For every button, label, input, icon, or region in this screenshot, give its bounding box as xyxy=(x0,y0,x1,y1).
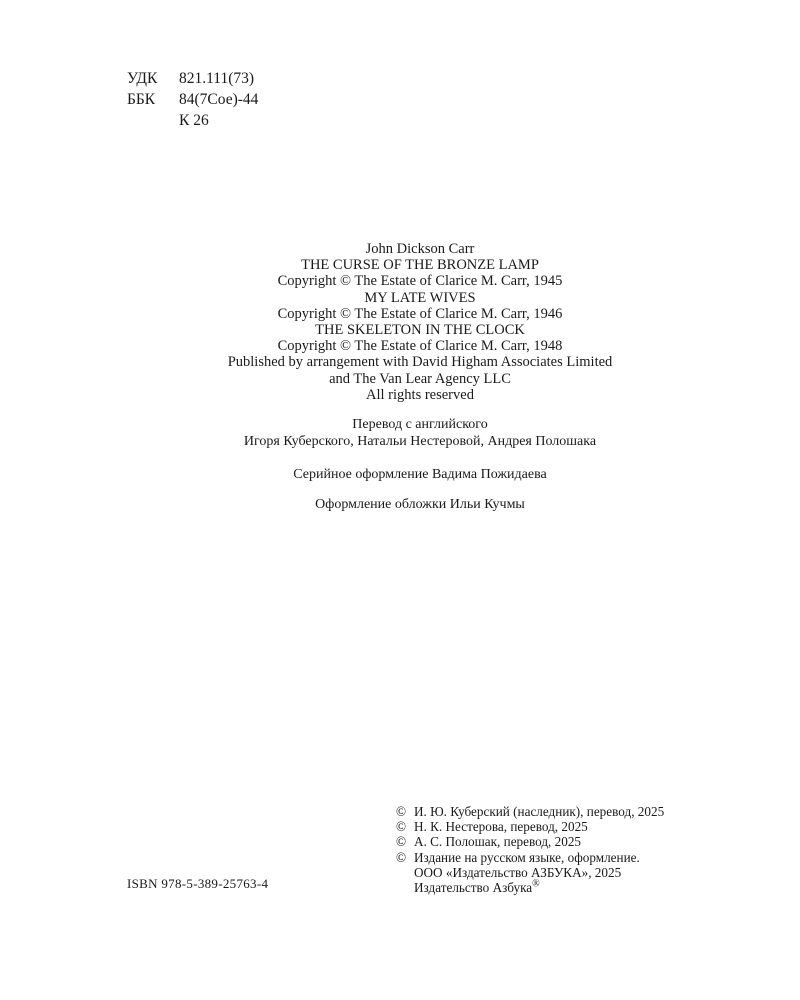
copyright-1946: Copyright © The Estate of Clarice M. Carr, 1946 xyxy=(277,305,563,322)
udk-value: 821.111(73) xyxy=(179,70,255,87)
agency-line: and The Van Lear Agency LLC xyxy=(329,370,511,387)
rights-text: И. Ю. Куберский (наследник), перевод, 2025 xyxy=(414,804,665,819)
arrangement-line: Published by arrangement with David Higham Associates Limited xyxy=(227,354,613,371)
copyright-symbol: © xyxy=(396,834,407,850)
rights-item xyxy=(396,804,664,819)
bbk-label: ББК xyxy=(127,91,156,108)
bbk-row xyxy=(127,89,258,110)
publisher-line: ООО «Издательство АЗБУКА», 2025 xyxy=(414,864,622,880)
udk-row xyxy=(127,68,258,89)
series-design-credit: Серийное оформление Вадима Пожидаева xyxy=(293,467,547,482)
copyright-symbol: © xyxy=(396,849,407,865)
bbk-value: 84(7Сое)-44 xyxy=(179,91,259,108)
registered-mark: ® xyxy=(532,878,540,890)
copyright-1948: Copyright © The Estate of Clarice M. Carr, 1948 xyxy=(277,338,563,355)
rights-text: Издание на русском языке, оформление. xyxy=(414,849,640,865)
rights-item xyxy=(396,850,664,865)
copyright-block xyxy=(120,241,720,403)
translation-heading: Перевод с английского xyxy=(352,417,488,432)
title-late-wives: MY LATE WIVES xyxy=(364,289,476,306)
author-name: John Dickson Carr xyxy=(365,241,475,257)
isbn: ISBN 978-5-389-25763-4 xyxy=(127,876,269,891)
rights-text: Н. К. Нестерова, перевод, 2025 xyxy=(414,819,588,835)
translation-credit xyxy=(120,416,720,450)
copyright-symbol: © xyxy=(396,819,407,835)
rights-item xyxy=(396,819,664,834)
classification-codes xyxy=(127,68,258,131)
rights-notices xyxy=(396,804,664,895)
all-rights-reserved: All rights reserved xyxy=(366,386,474,403)
cover-design-credit: Оформление обложки Ильи Кучмы xyxy=(315,497,525,512)
title-bronze-lamp: THE CURSE OF THE BRONZE LAMP xyxy=(301,257,539,274)
rights-item xyxy=(396,834,664,849)
copyright-1945: Copyright © The Estate of Clarice M. Carr, 1945 xyxy=(277,273,563,290)
translators-names: Игоря Куберского, Натальи Нестеровой, Андрея Полошака xyxy=(243,434,597,449)
rights-text: А. С. Полошак, перевод, 2025 xyxy=(414,834,582,850)
author-mark-row xyxy=(127,110,258,131)
udk-label: УДК xyxy=(127,70,158,87)
publisher-imprint-line xyxy=(396,880,664,895)
title-skeleton-clock: THE SKELETON IN THE CLOCK xyxy=(315,322,525,339)
copyright-symbol: © xyxy=(396,804,407,819)
publisher-imprint: Издательство Азбука xyxy=(414,880,533,896)
author-mark: К 26 xyxy=(179,112,209,129)
